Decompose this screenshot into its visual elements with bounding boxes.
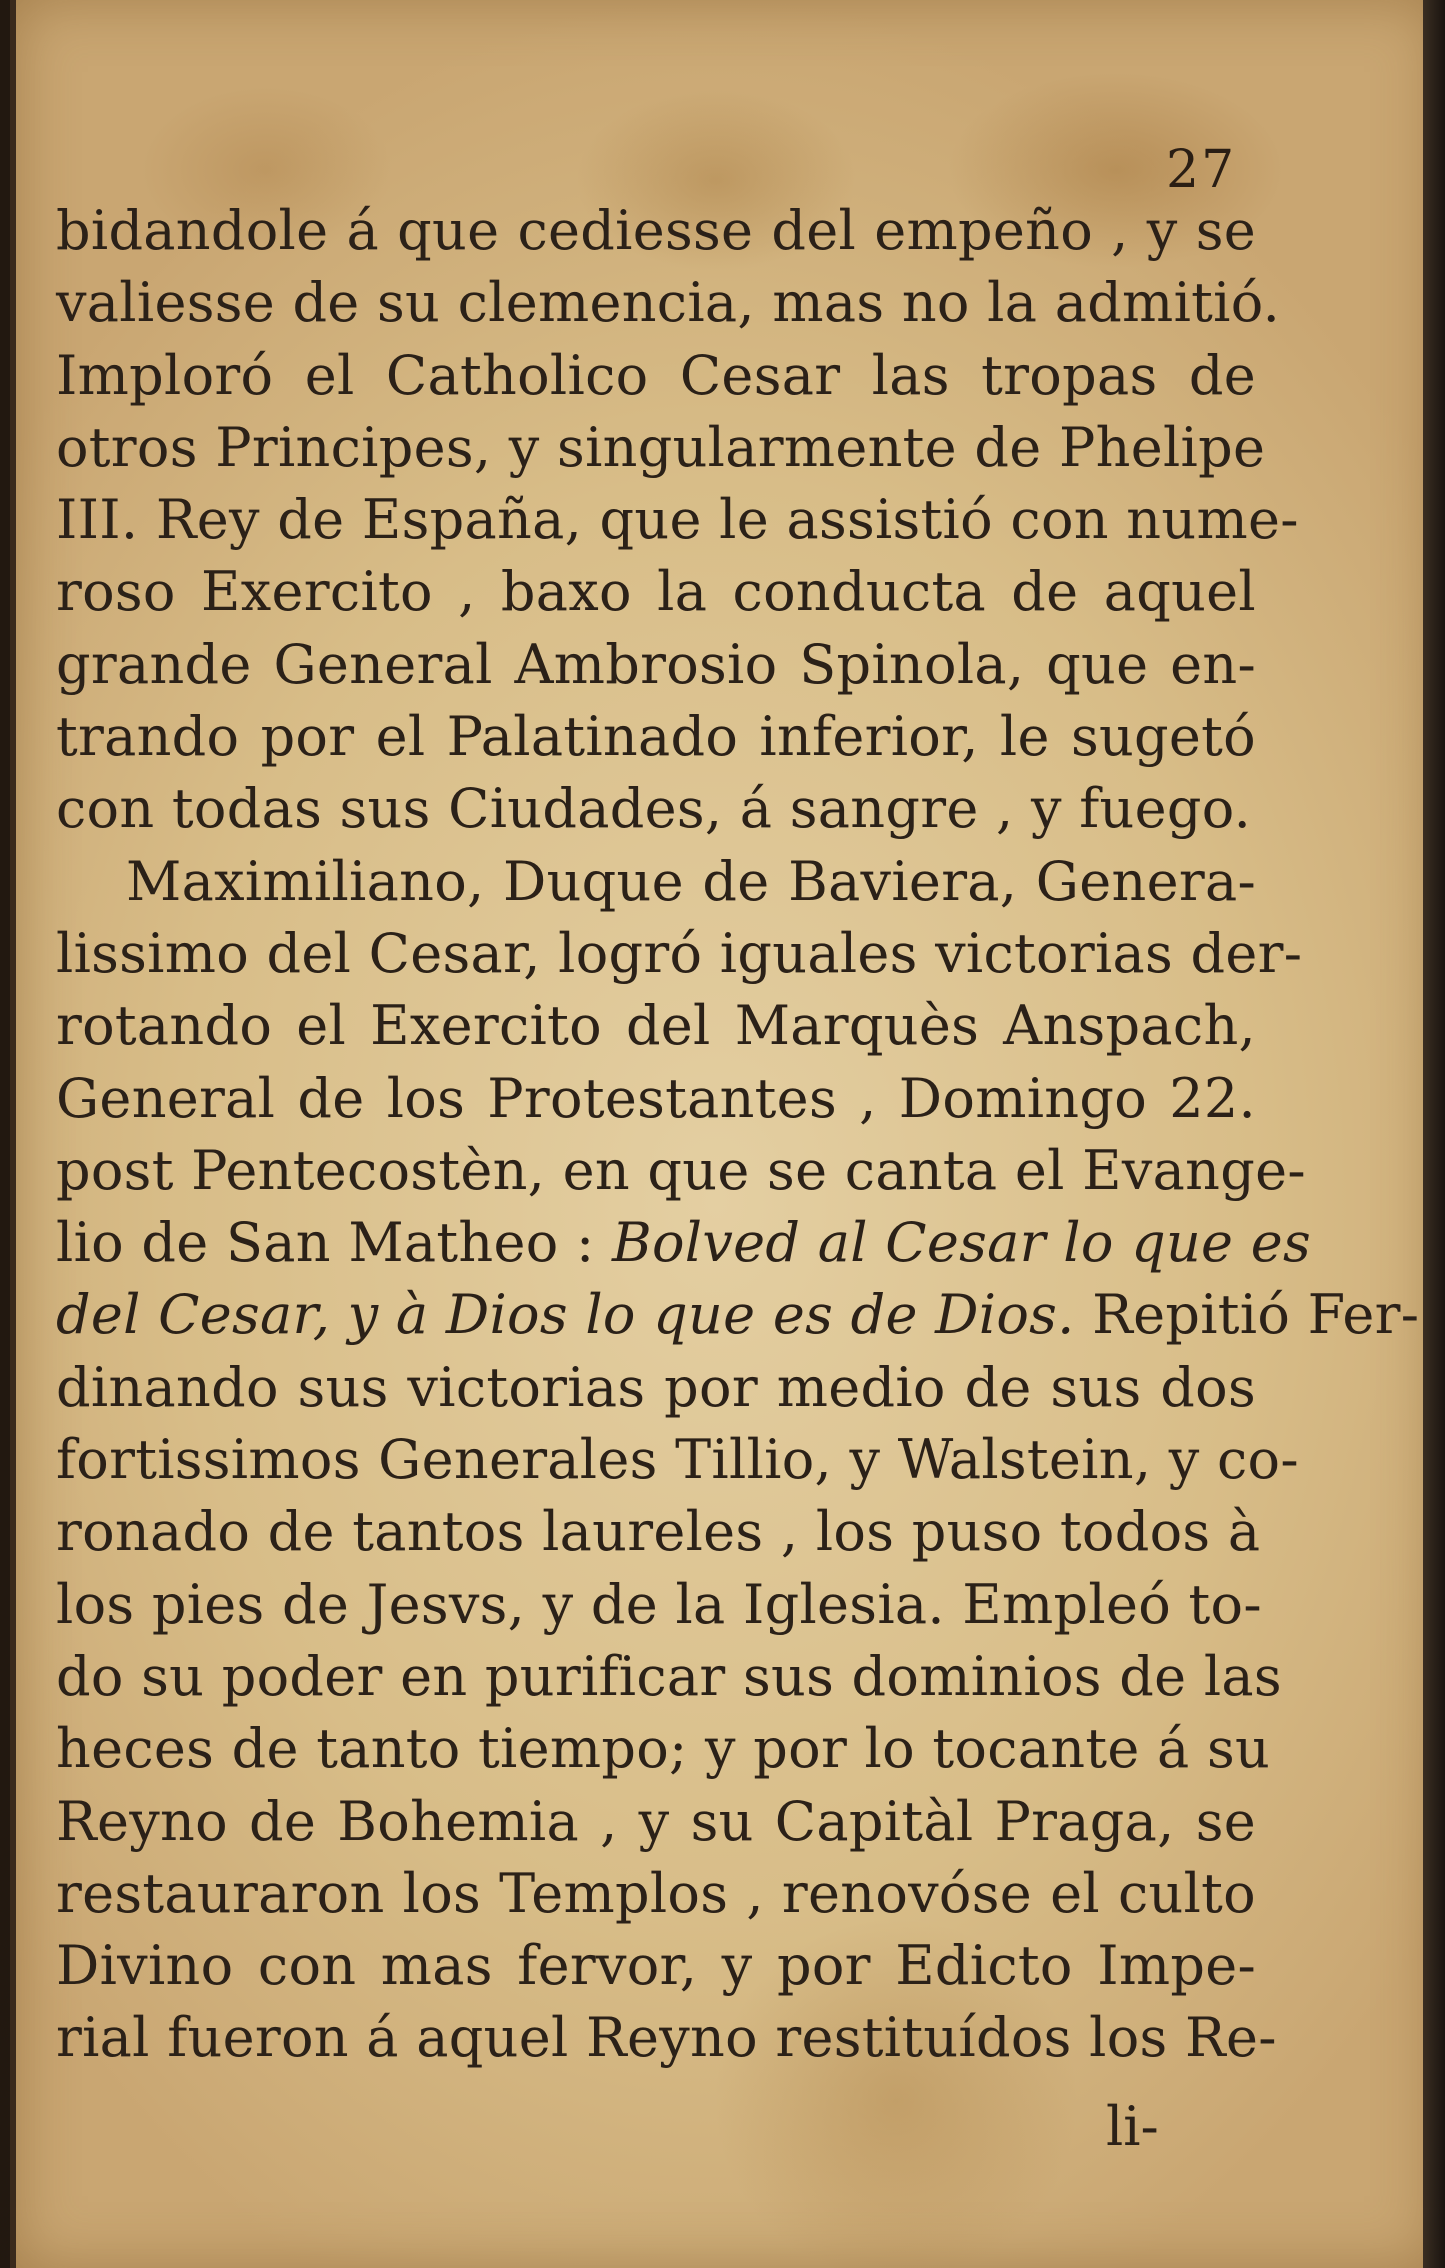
text-line: bidandole á que cediesse del empeño , y se [56,199,1256,262]
text-line-mixed [56,1279,1420,1351]
text-line: roso Exercito , baxo la conducta de aquel [56,560,1256,624]
page-number: 27 [1166,140,1237,200]
text-line: Imploró el Catholico Cesar las tropas de [56,343,1256,407]
text-line: rotando el Exercito del Marquès Anspach, [56,994,1256,1058]
text-line: Reyno de Bohemia , y su Capitàl Praga, se [56,1789,1256,1853]
text-line: dinando sus victorias por medio de sus dos [56,1355,1256,1419]
text-line: rial fueron á aquel Reyno restituídos los Re- [56,2006,1277,2070]
text-line: otros Principes, y singularmente de Phelipe [56,415,1266,479]
italic-quote: Bolved al Cesar lo que es [612,1211,1312,1275]
text-line: General de los Protestantes , Domingo 22. [56,1066,1256,1130]
text-line: Maximiliano, Duque de Baviera, Genera- [126,849,1256,913]
text-line: trando por el Palatinado inferior, le sugetó [56,705,1256,769]
text-line: con todas sus Ciudades, á sangre , y fuego. [56,777,1252,841]
text-line: lissimo del Cesar, logró iguales victorias der- [56,921,1303,985]
text-line: post Pentecostèn, en que se canta el Evange- [56,1138,1306,1202]
text-line-mixed [56,1207,1312,1279]
book-gutter [0,0,10,2268]
catchword: li- [1106,2095,1159,2158]
text-line: fortissimos Generales Tillio, y Walstein, y co- [56,1428,1299,1492]
plain-segment: Repitió Fer- [1074,1283,1420,1347]
text-line: ronado de tantos laureles , los puso todos à [56,1500,1261,1564]
text-line: Divino con mas fervor, y por Edicto Impe- [56,1934,1256,1998]
text-line: valiesse de su clemencia, mas no la admitió. [56,271,1281,335]
text-line: heces de tanto tiempo; y por lo tocante á su [56,1717,1271,1781]
text-line: III. Rey de España, que le assistió con nume- [56,488,1299,552]
book-page [10,0,1436,2268]
italic-quote: del Cesar, y à Dios lo que es de Dios. [56,1283,1075,1347]
text-line: grande General Ambrosio Spinola, que en- [56,632,1256,696]
text-line: los pies de Jesvs, y de la Iglesia. Empleó to- [56,1572,1262,1636]
text-line: do su poder en purificar sus dominios de las [56,1644,1282,1708]
text-line: restauraron los Templos , renovóse el culto [56,1861,1256,1925]
page-edge [1423,0,1445,2268]
body-text [56,195,1420,2075]
plain-segment: lio de San Matheo : [56,1211,612,1275]
